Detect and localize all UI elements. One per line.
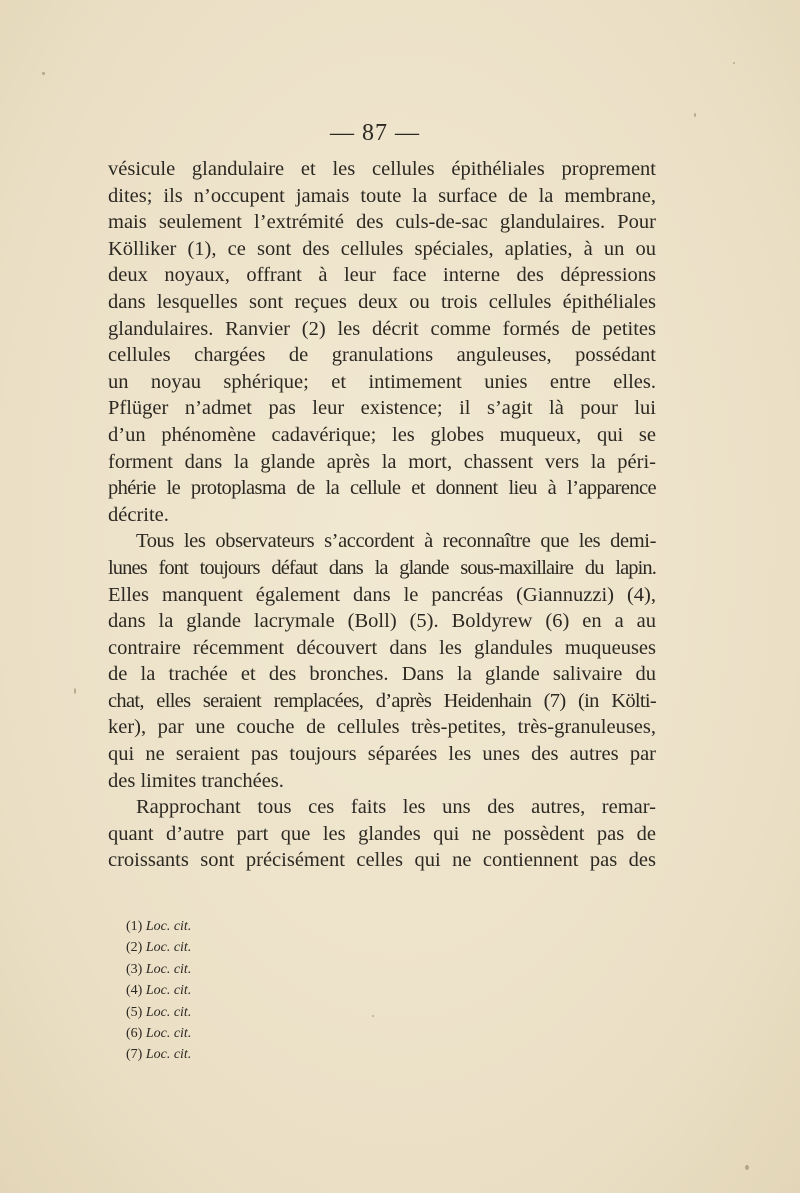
footnote-text: Loc. cit. <box>145 983 192 999</box>
footnote <box>126 1023 191 1044</box>
footnote-text: Loc. cit. <box>145 940 192 956</box>
footnote-text: Loc. cit. <box>145 1026 192 1042</box>
text-line: cellules chargées de granulations anguleuses, possédant <box>108 344 656 367</box>
text-line: Tous les observateurs s’accordent à reconnaître que les demi- <box>136 530 656 553</box>
text-line: deux noyaux, offrant à leur face interne des dépressions <box>108 264 656 287</box>
footnote-text: Loc. cit. <box>145 919 192 934</box>
footnote-number: (4) <box>126 983 143 999</box>
text-line: phérie le protoplasma de la cellule et donnent lieu à l’apparence <box>108 477 656 500</box>
footnote <box>126 1044 191 1065</box>
footnote-number: (6) <box>126 1026 143 1042</box>
paper-speck <box>74 688 76 694</box>
text-line: contraire récemment découvert dans les glandules muqueuses <box>108 636 656 659</box>
text-line: Pflüger n’admet pas leur existence; il s’agit là pour lui <box>108 397 656 420</box>
footnote <box>126 959 191 980</box>
text-line: qui ne seraient pas toujours séparées les unes des autres par <box>108 743 656 766</box>
footnote-number: (3) <box>126 961 143 977</box>
footnote-number: (7) <box>126 1047 143 1063</box>
text-line: un noyau sphérique; et intimement unies entre elles. <box>108 370 656 393</box>
text-line: croissants sont précisément celles qui ne contiennent pas des <box>108 849 656 872</box>
paragraph <box>108 794 656 874</box>
text-line: Rapprochant tous ces faits les uns des autres, remar- <box>136 796 656 819</box>
text-line: dans lesquelles sont reçues deux ou trois cellules épithéliales <box>108 290 656 313</box>
text-line: d’un phénomène cadavérique; les globes muqueux, qui se <box>108 423 656 446</box>
footnote <box>126 980 191 1001</box>
footnote <box>126 1002 191 1023</box>
text-line: Elles manquent également dans le pancréas (Giannuzzi) (4), <box>108 583 656 606</box>
text-line: des limites tranchées. <box>108 769 284 792</box>
paper-speck <box>372 1015 374 1017</box>
paper-speck <box>42 72 45 75</box>
footnote-number: (2) <box>126 940 143 956</box>
text-line: Kölliker (1), ce sont des cellules spéciales, aplaties, à un ou <box>108 237 656 260</box>
text-line: quant d’autre part que les glandes qui ne possèdent pas de <box>108 822 656 845</box>
text-line: mais seulement l’extrémité des culs-de-sac glandulaires. Pour <box>108 211 656 234</box>
text-line: ker), par une couche de cellules très-petites, très-granuleuses, <box>108 716 656 739</box>
footnote-text: Loc. cit. <box>145 961 192 977</box>
footnote <box>126 916 191 937</box>
text-line: de la trachée et des bronches. Dans la glande salivaire du <box>108 663 656 686</box>
text-line: décrite. <box>108 503 169 526</box>
footnote-number: (1) <box>126 919 143 934</box>
footnote-number: (5) <box>126 1004 143 1020</box>
paper-speck <box>694 113 696 117</box>
body-text <box>108 156 656 874</box>
text-line: dans la glande lacrymale (Boll) (5). Boldyrew (6) en a au <box>108 610 656 633</box>
footnotes <box>126 916 191 1066</box>
text-line: dites; ils n’occupent jamais toute la surface de la membrane, <box>108 184 656 207</box>
text-line: lunes font toujours défaut dans la glande sous-maxillaire du lapin. <box>108 556 656 579</box>
paragraph <box>108 156 656 528</box>
page-number: — 87 — <box>330 120 420 146</box>
text-line: forment dans la glande après la mort, chassent vers la péri- <box>108 450 656 473</box>
text-line: glandulaires. Ranvier (2) les décrit comme formés de petites <box>108 317 656 340</box>
footnote-text: Loc. cit. <box>145 1004 192 1020</box>
text-line: vésicule glandulaire et les cellules épithéliales proprement <box>108 158 656 180</box>
text-line: chat, elles seraient remplacées, d’après Heidenhain (7) (in Költi- <box>108 689 656 712</box>
paper-speck <box>733 62 735 64</box>
paper-speck <box>745 1165 749 1170</box>
paragraph <box>108 528 656 794</box>
footnote-text: Loc. cit. <box>145 1047 192 1063</box>
footnote <box>126 937 191 958</box>
